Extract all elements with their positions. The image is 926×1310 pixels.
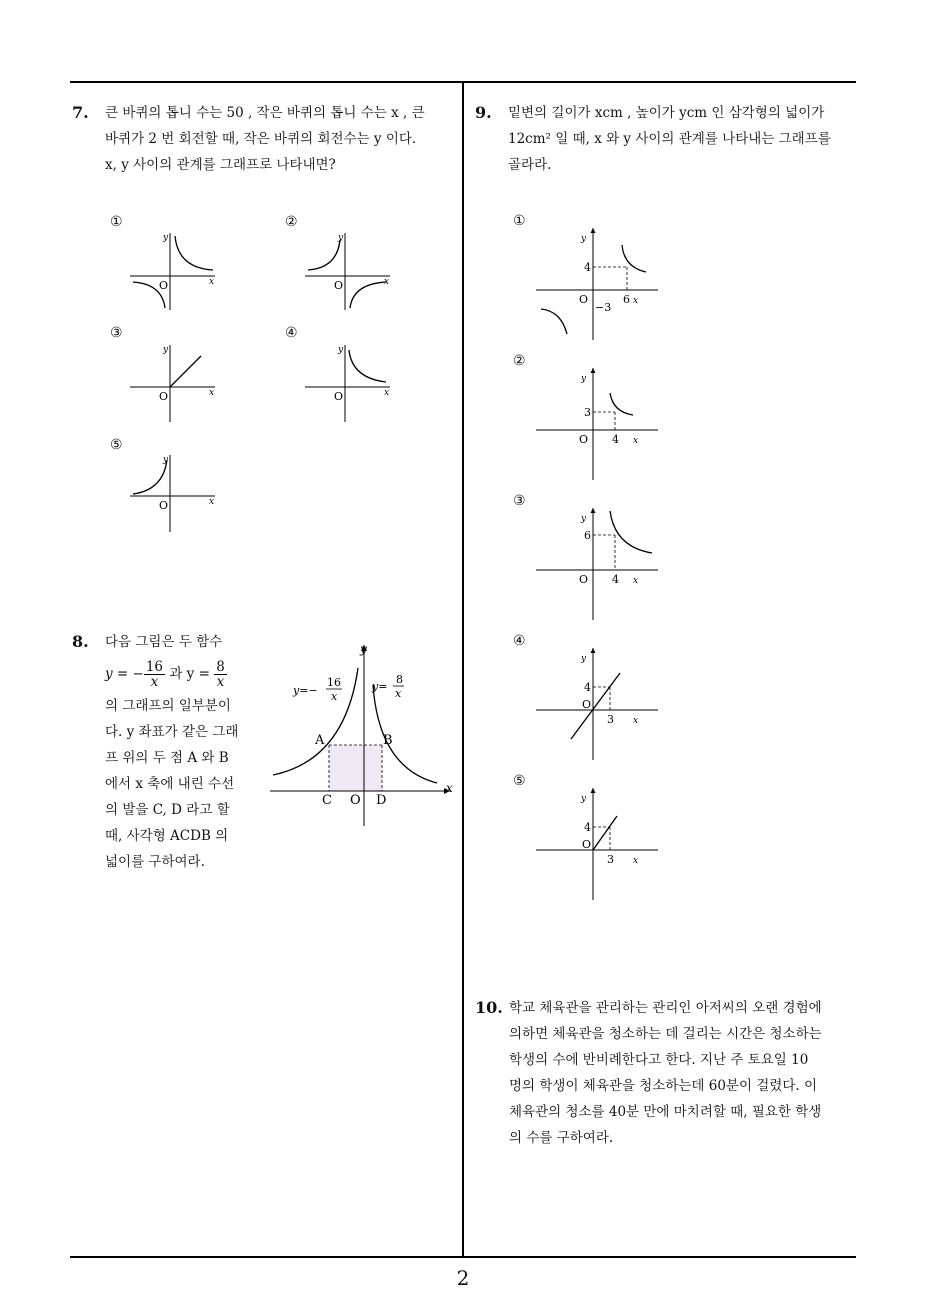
q10-line-4: 명의 학생이 체육관을 청소하는데 60분이 걸렸다. 이 <box>509 1078 818 1094</box>
q7-option-5-graph <box>125 450 220 535</box>
point-C-label: C <box>322 793 332 808</box>
y-tick: 3 <box>584 406 591 419</box>
origin-label: O <box>579 433 589 446</box>
q7-option-3-label[interactable]: ③ <box>110 325 123 341</box>
x-label: x <box>209 388 215 398</box>
q9-option-5-label[interactable]: ⑤ <box>513 773 526 789</box>
q8-line-8: 넓이를 구하여라. <box>105 854 205 870</box>
page-number: 2 <box>456 1266 470 1290</box>
origin-label: O <box>159 390 169 403</box>
q7-line-1: 큰 바퀴의 톱니 수는 50 , 작은 바퀴의 톱니 수는 x , 큰 <box>105 105 425 121</box>
q7-text <box>105 100 455 178</box>
y-tick: 6 <box>584 529 591 542</box>
line-through-origin <box>170 356 201 387</box>
q9-line-3: 골라라. <box>508 157 552 173</box>
y-label: y <box>581 374 587 384</box>
q7-number: 7. <box>72 103 89 122</box>
q8-line-3: 다. y 좌표가 같은 그래 <box>105 724 239 740</box>
y-label: y <box>581 514 587 524</box>
q7-option-1-graph <box>125 228 220 313</box>
curve-q2 <box>308 240 340 270</box>
curve-q1 <box>622 245 646 272</box>
origin-label: O <box>582 838 592 851</box>
q9-option-1-graph <box>533 225 663 343</box>
q8-line-4: 프 위의 두 점 A 와 B <box>105 750 229 766</box>
curve-1-label: y=− <box>293 684 318 697</box>
y-tick: 4 <box>584 261 591 274</box>
x-label: x <box>209 497 215 507</box>
y-tick: 4 <box>584 681 591 694</box>
q10-text <box>509 995 859 1151</box>
q8-line-2: 의 그래프의 일부분이 <box>105 698 231 714</box>
q8-number: 8. <box>72 632 89 651</box>
y-arrow <box>591 228 596 233</box>
x-tick: 6 <box>623 293 630 306</box>
curve-q1 <box>349 350 386 382</box>
x-tick: 4 <box>612 433 619 446</box>
curve-q4 <box>350 282 386 308</box>
q8-formula-and: 과 y = <box>169 666 210 682</box>
fraction-numerator: 16 <box>145 659 164 675</box>
q8-text <box>105 629 260 875</box>
q7-option-2-graph <box>300 228 395 313</box>
column-divider <box>462 82 464 1258</box>
q7-option-4-graph <box>300 340 395 425</box>
x-label: x <box>209 277 215 287</box>
q7-option-3-graph <box>125 340 220 425</box>
q9-option-4-graph <box>533 645 663 763</box>
q10-line-5: 체육관의 청소를 40분 만에 마치려할 때, 필요한 학생 <box>509 1104 822 1120</box>
q9-text <box>508 100 858 178</box>
x-tick: 3 <box>607 853 614 866</box>
y-label: y <box>338 233 344 243</box>
q10-line-2: 의하면 체육관을 청소하는 데 걸리는 시간은 청소하는 <box>509 1026 822 1042</box>
q8-formula-line <box>105 655 260 693</box>
x-label: x <box>633 716 639 726</box>
q9-option-2-label[interactable]: ② <box>513 353 526 369</box>
curve-2-numerator: 8 <box>396 673 403 686</box>
x-label: x <box>633 436 639 446</box>
q8-figure <box>265 640 460 830</box>
q8-fraction-1 <box>144 660 165 689</box>
q8-line-1: 다음 그림은 두 함수 <box>105 634 223 650</box>
q7-option-1-label[interactable]: ① <box>110 214 123 230</box>
origin-label: O <box>159 279 169 292</box>
curve-1-numerator: 16 <box>327 676 341 689</box>
curve-q3 <box>541 309 567 334</box>
y-arrow <box>591 508 596 513</box>
origin-label: O <box>334 390 344 403</box>
curve-q1 <box>610 511 652 553</box>
q9-number: 9. <box>475 103 492 122</box>
x-tick: 3 <box>607 713 614 726</box>
y-arrow <box>591 648 596 653</box>
x-label: x <box>384 277 390 287</box>
fraction-denominator: x <box>216 674 225 690</box>
q8-formula-neg: − <box>132 666 144 682</box>
q10-line-6: 의 수를 구하여라. <box>509 1130 614 1146</box>
y-label: y <box>163 455 169 465</box>
q7-option-5-label[interactable]: ⑤ <box>110 437 123 453</box>
y-tick: 4 <box>584 821 591 834</box>
q7-option-2-label[interactable]: ② <box>285 214 298 230</box>
curve-q1 <box>175 236 213 270</box>
q9-option-5-graph <box>533 785 663 903</box>
rectangle-ACDB <box>329 745 382 791</box>
point-B-label: B <box>383 733 393 748</box>
curve-1-denominator: x <box>331 690 338 703</box>
y-label: y <box>163 233 169 243</box>
line-through-origin <box>571 673 620 739</box>
q8-line-5: 에서 x 축에 내린 수선 <box>105 776 235 792</box>
y-arrow <box>591 788 596 793</box>
origin-label: O <box>159 499 169 512</box>
origin-label: O <box>579 573 589 586</box>
q10-line-3: 학생의 수에 반비례한다고 한다. 지난 주 토요일 10 <box>509 1052 809 1068</box>
q9-line-1: 밑변의 길이가 xcm , 높이가 ycm 인 삼각형의 넓이가 <box>508 105 825 121</box>
q10-line-1: 학교 체육관을 관리하는 관리인 아저씨의 오랜 경험에 <box>509 1000 822 1016</box>
q8-line-6: 의 발을 C, D 라고 할 <box>105 802 230 818</box>
y-label: y <box>581 794 587 804</box>
y-label: y <box>581 234 587 244</box>
x-label: x <box>633 296 639 306</box>
curve-2-denominator: x <box>395 687 402 700</box>
y-arrow <box>591 368 596 373</box>
q9-option-3-graph <box>533 505 663 623</box>
q7-option-4-label[interactable]: ④ <box>285 325 298 341</box>
x-label: x <box>384 388 390 398</box>
origin-label: O <box>350 793 361 808</box>
neg-tick: −3 <box>595 301 612 314</box>
q7-line-2: 바퀴가 2 번 회전할 때, 작은 바퀴의 회전수는 y 이다. <box>105 131 417 147</box>
ray-from-origin <box>593 816 617 850</box>
origin-label: O <box>334 279 344 292</box>
y-label: y <box>338 345 344 355</box>
x-label: x <box>633 576 639 586</box>
point-D-label: D <box>376 793 387 808</box>
q9-option-1-label[interactable]: ① <box>513 213 526 229</box>
point-A-label: A <box>315 733 325 748</box>
y-label: y <box>360 642 367 656</box>
x-label: x <box>446 781 453 795</box>
q8-fraction-2 <box>214 660 227 689</box>
fraction-denominator: x <box>150 674 159 690</box>
q10-number: 10. <box>475 998 503 1017</box>
y-label: y <box>581 654 587 664</box>
origin-label: O <box>579 293 589 306</box>
fraction-numerator: 8 <box>216 659 225 675</box>
q9-option-2-graph <box>533 365 663 483</box>
y-label: y <box>163 345 169 355</box>
q9-line-2: 12cm² 일 때, x 와 y 사이의 관계를 나타내는 그래프를 <box>508 131 831 147</box>
q8-line-7: 때, 사각형 ACDB 의 <box>105 828 229 844</box>
q8-formula-y1: y = <box>105 666 129 682</box>
curve-q2 <box>133 460 167 494</box>
q9-option-3-label[interactable]: ③ <box>513 493 526 509</box>
x-tick: 4 <box>612 573 619 586</box>
x-label: x <box>633 856 639 866</box>
curve-2-label: y= <box>372 680 388 693</box>
q9-option-4-label[interactable]: ④ <box>513 633 526 649</box>
q7-line-3: x, y 사이의 관계를 그래프로 나타내면? <box>105 157 336 173</box>
origin-label: O <box>582 698 592 711</box>
